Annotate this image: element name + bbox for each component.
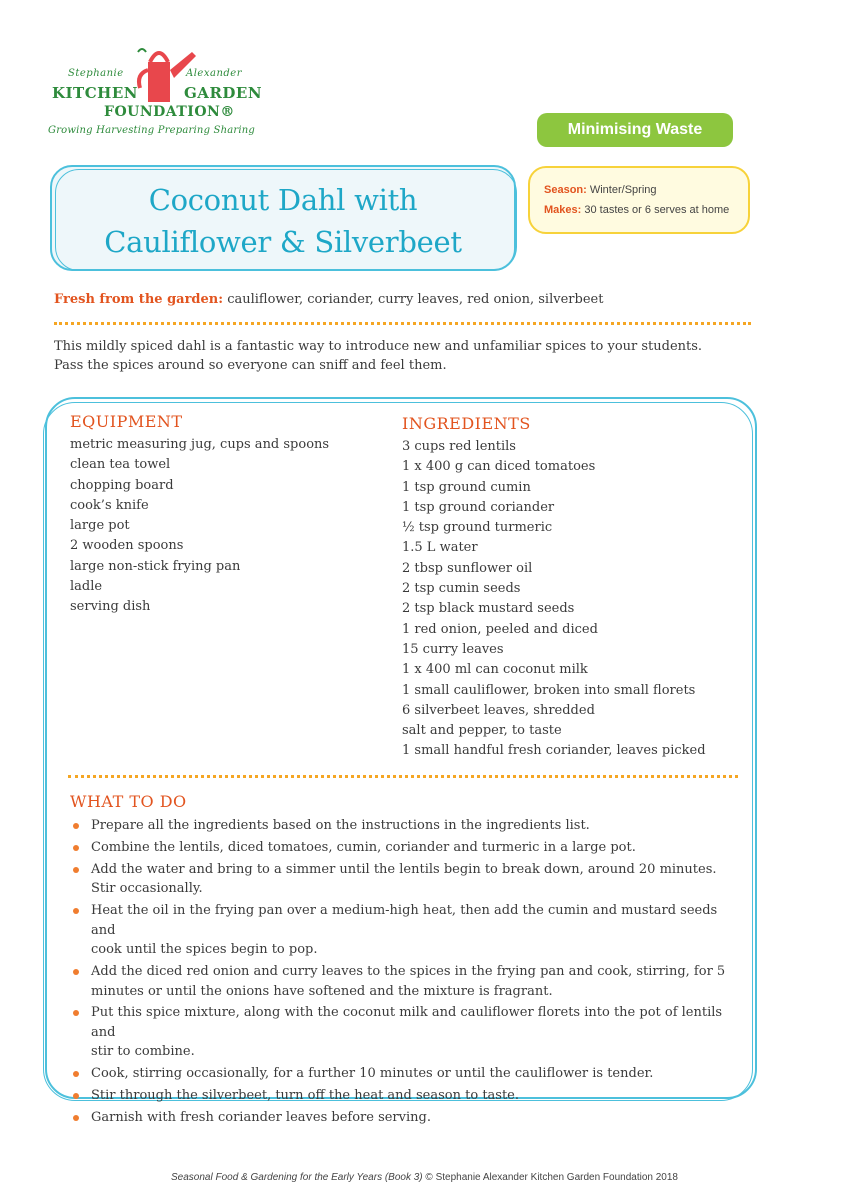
- footer-book-title: Seasonal Food & Gardening for the Early Years (Book 3): [171, 1172, 423, 1183]
- list-item: serving dish: [70, 599, 151, 615]
- list-item: cook’s knife: [70, 497, 149, 513]
- fresh-value: cauliflower, coriander, curry leaves, red onion, silverbeet: [227, 292, 604, 307]
- list-item: 1 x 400 g can diced tomatoes: [402, 459, 596, 475]
- list-item: 1 small cauliflower, broken into small florets: [402, 682, 696, 698]
- intro-paragraph: [54, 337, 774, 375]
- theme-badge: Minimising Waste: [537, 113, 733, 147]
- fresh-from-garden: [54, 292, 603, 307]
- bullet-icon: [73, 1010, 79, 1016]
- list-item: salt and pepper, to taste: [402, 723, 562, 739]
- list-item: 2 tbsp sunflower oil: [402, 560, 533, 576]
- method-step: [70, 1108, 730, 1128]
- bullet-icon: [73, 1071, 79, 1077]
- method-heading: WHAT TO DO: [70, 792, 187, 811]
- logo-text-kitchen: KITCHEN: [52, 84, 138, 102]
- logo-text-foundation: FOUNDATION®: [104, 104, 235, 120]
- method-step: [70, 901, 730, 960]
- season-row: [544, 184, 657, 196]
- step-text: Put this spice mixture, along with the coconut milk and cauliflower florets into the pot of lentils and: [91, 1005, 723, 1040]
- dotted-divider-method: [68, 775, 738, 778]
- list-item: 1 red onion, peeled and diced: [402, 621, 598, 637]
- step-text: Heat the oil in the frying pan over a medium-high heat, then add the cumin and mustard seeds and: [91, 903, 718, 938]
- list-item: ½ tsp ground turmeric: [402, 520, 553, 536]
- recipe-title-line-2: Cauliflower & Silverbeet: [104, 225, 462, 259]
- list-item: large pot: [70, 518, 130, 534]
- equipment-list: [70, 435, 329, 618]
- list-item: 2 tsp cumin seeds: [402, 581, 521, 597]
- step-text: stir to combine.: [91, 1044, 195, 1060]
- list-item: large non-stick frying pan: [70, 558, 241, 574]
- bullet-icon: [73, 908, 79, 914]
- step-text: Stir occasionally.: [91, 881, 203, 897]
- list-item: clean tea towel: [70, 457, 171, 473]
- method-step: [70, 1086, 730, 1106]
- season-label: Season:: [544, 184, 587, 196]
- method-step: [70, 1003, 730, 1062]
- step-text: minutes or until the onions have softened and the mixture is fragrant.: [91, 983, 553, 999]
- step-text: Add the diced red onion and curry leaves to the spices in the frying pan and cook, stirring, for 5: [91, 964, 726, 980]
- list-item: 1.5 L water: [402, 540, 478, 556]
- recipe-title-line-1: Coconut Dahl with: [148, 183, 418, 217]
- method-step: [70, 838, 730, 858]
- list-item: ladle: [70, 579, 103, 595]
- method-step: [70, 962, 730, 1001]
- list-item: 3 cups red lentils: [402, 439, 516, 454]
- method-step: [70, 816, 730, 836]
- bullet-icon: [73, 867, 79, 873]
- method-step: [70, 1064, 730, 1084]
- step-text: Cook, stirring occasionally, for a further 10 minutes or until the cauliflower is tender.: [91, 1066, 654, 1082]
- step-text: Stir through the silverbeet, turn off the heat and season to taste.: [91, 1088, 520, 1104]
- list-item: 2 tsp black mustard seeds: [402, 601, 575, 617]
- step-text: Prepare all the ingredients based on the instructions in the ingredients list.: [91, 818, 590, 833]
- list-item: metric measuring jug, cups and spoons: [70, 437, 330, 452]
- list-item: 2 wooden spoons: [70, 538, 184, 554]
- list-item: 1 small handful fresh coriander, leaves picked: [402, 743, 706, 759]
- step-text: Combine the lentils, diced tomatoes, cumin, coriander and turmeric in a large pot.: [91, 839, 636, 855]
- bullet-icon: [73, 1093, 79, 1099]
- step-text: Garnish with fresh coriander leaves before serving.: [91, 1110, 431, 1126]
- list-item: 15 curry leaves: [402, 641, 504, 657]
- season-value: Winter/Spring: [589, 184, 657, 196]
- method-step: [70, 860, 730, 899]
- recipe-title: [52, 179, 514, 263]
- makes-value: 30 tastes or 6 serves at home: [584, 204, 730, 216]
- foundation-logo: [44, 42, 274, 142]
- list-item: 1 tsp ground cumin: [402, 479, 531, 495]
- list-item: 1 x 400 ml can coconut milk: [402, 662, 588, 678]
- bullet-icon: [73, 823, 79, 829]
- title-box: [50, 165, 516, 271]
- makes-row: [544, 204, 729, 216]
- bullet-icon: [73, 969, 79, 975]
- equipment-heading: EQUIPMENT: [70, 412, 183, 431]
- method-steps: [70, 816, 730, 1130]
- bullet-icon: [73, 845, 79, 851]
- fresh-label: Fresh from the garden:: [54, 292, 224, 307]
- logo-text-garden: GARDEN: [184, 84, 263, 102]
- footer-copyright: © Stephanie Alexander Kitchen Garden Foundation 2018: [422, 1172, 678, 1183]
- list-item: chopping board: [70, 477, 174, 493]
- ingredients-heading: INGREDIENTS: [402, 414, 531, 433]
- dotted-divider-top: [54, 322, 751, 325]
- season-info-box: [528, 166, 750, 234]
- list-item: 6 silverbeet leaves, shredded: [402, 702, 595, 718]
- step-text: cook until the spices begin to pop.: [91, 942, 318, 958]
- intro-line-1: This mildly spiced dahl is a fantastic way to introduce new and unfamiliar spices to your students.: [54, 339, 703, 354]
- step-text: Add the water and bring to a simmer until the lentils begin to break down, around 20 minutes.: [91, 861, 717, 877]
- logo-tagline: Growing Harvesting Preparing Sharing: [48, 125, 256, 136]
- ingredients-list: [402, 437, 706, 762]
- intro-line-2: Pass the spices around so everyone can sniff and feel them.: [54, 358, 447, 373]
- makes-label: Makes:: [544, 204, 582, 216]
- logo-text-alexander: Alexander: [186, 68, 242, 79]
- logo-text-stephanie: Stephanie: [68, 68, 124, 79]
- list-item: 1 tsp ground coriander: [402, 499, 555, 515]
- bullet-icon: [73, 1115, 79, 1121]
- page-footer: [0, 1172, 849, 1183]
